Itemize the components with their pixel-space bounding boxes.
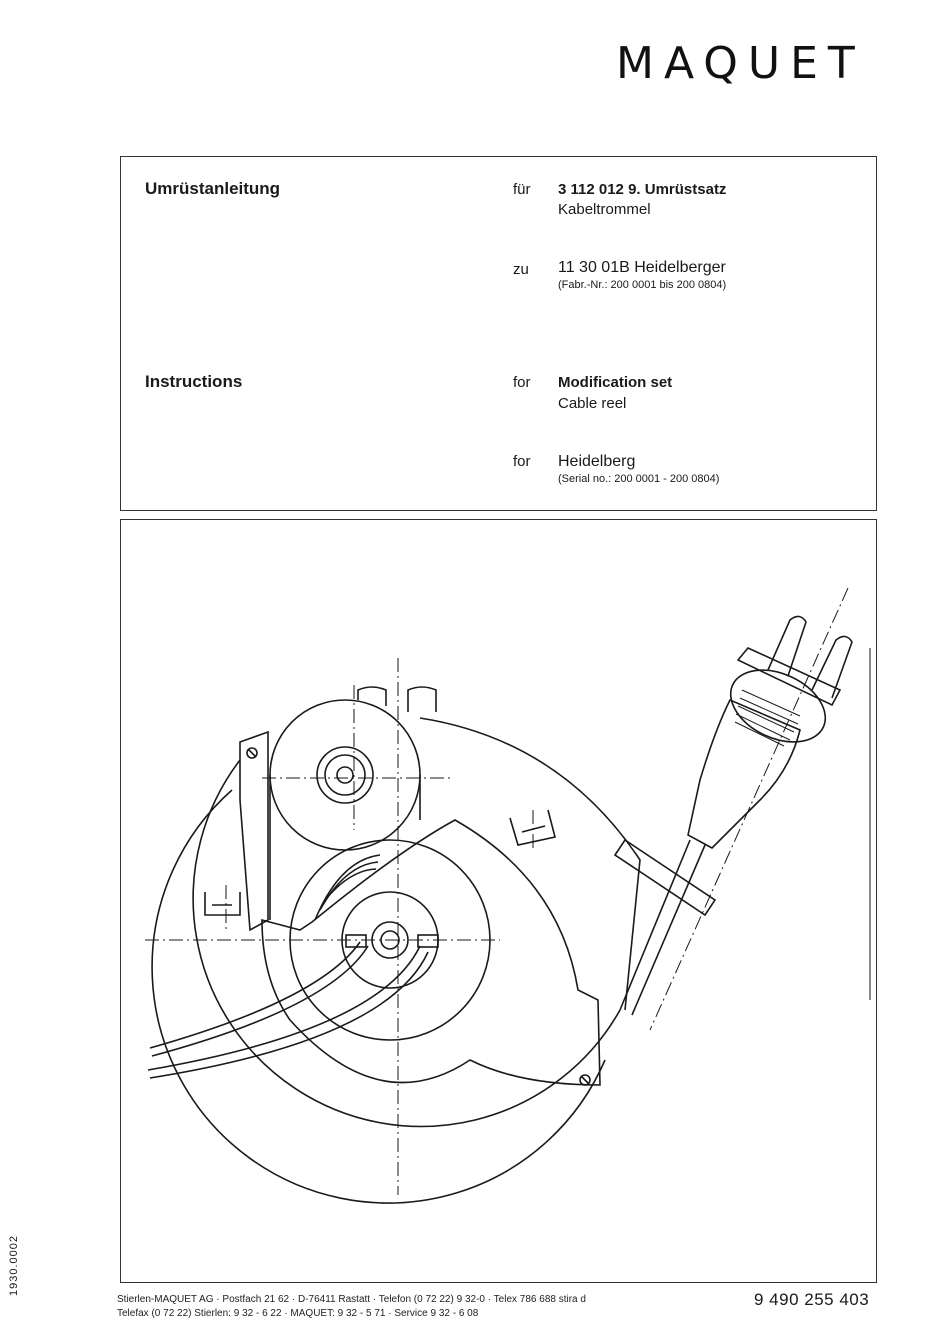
footer-line-2: Telefax (0 72 22) Stierlen: 9 32 - 6 22 · MAQUET: 9 32 - 5 71 · Service 9 32 - 6 08 — [117, 1308, 479, 1319]
label-for-2: for — [513, 453, 531, 470]
target-model-de: 11 30 01B Heidelberger — [558, 259, 726, 276]
footer-line-1: Stierlen-MAQUET AG · Postfach 21 62 · D-76411 Rastatt · Telefon (0 72 22) 9 32-0 · Telex 786 688 stira d — [117, 1294, 586, 1305]
label-for-1: for — [513, 374, 531, 391]
part-name-de: Kabeltrommel — [558, 201, 651, 218]
set-desc-en: Cable reel — [558, 395, 627, 412]
plug-pin-right — [812, 636, 852, 698]
side-document-code: 1930.0002 — [8, 1235, 20, 1296]
label-zu: zu — [513, 261, 529, 278]
part-number: 3 112 012 9. Umrüstsatz — [558, 181, 727, 198]
maquet-logo: MAQUET — [616, 38, 865, 89]
housing-outline — [193, 760, 620, 1126]
plug-pin-left — [768, 616, 806, 676]
left-bracket — [240, 732, 268, 930]
set-name-en: Modification set — [558, 374, 673, 391]
document-number: 9 490 255 403 — [754, 1290, 870, 1309]
target-serial-en: (Serial no.: 200 0001 - 200 0804) — [558, 473, 720, 485]
target-serial-de: (Fabr.-Nr.: 200 0001 bis 200 0804) — [558, 279, 727, 291]
target-model-en: Heidelberg — [558, 453, 636, 470]
footer-address — [117, 1293, 586, 1321]
title-german: Umrüstanleitung — [145, 179, 281, 198]
label-fuer: für — [513, 181, 531, 198]
plug-body — [688, 700, 800, 848]
cable-lead-lower — [148, 946, 420, 1070]
strain-relief-flange — [615, 840, 715, 915]
sector-plate — [262, 820, 600, 1085]
title-english: Instructions — [145, 372, 243, 391]
clip-left — [205, 892, 240, 915]
